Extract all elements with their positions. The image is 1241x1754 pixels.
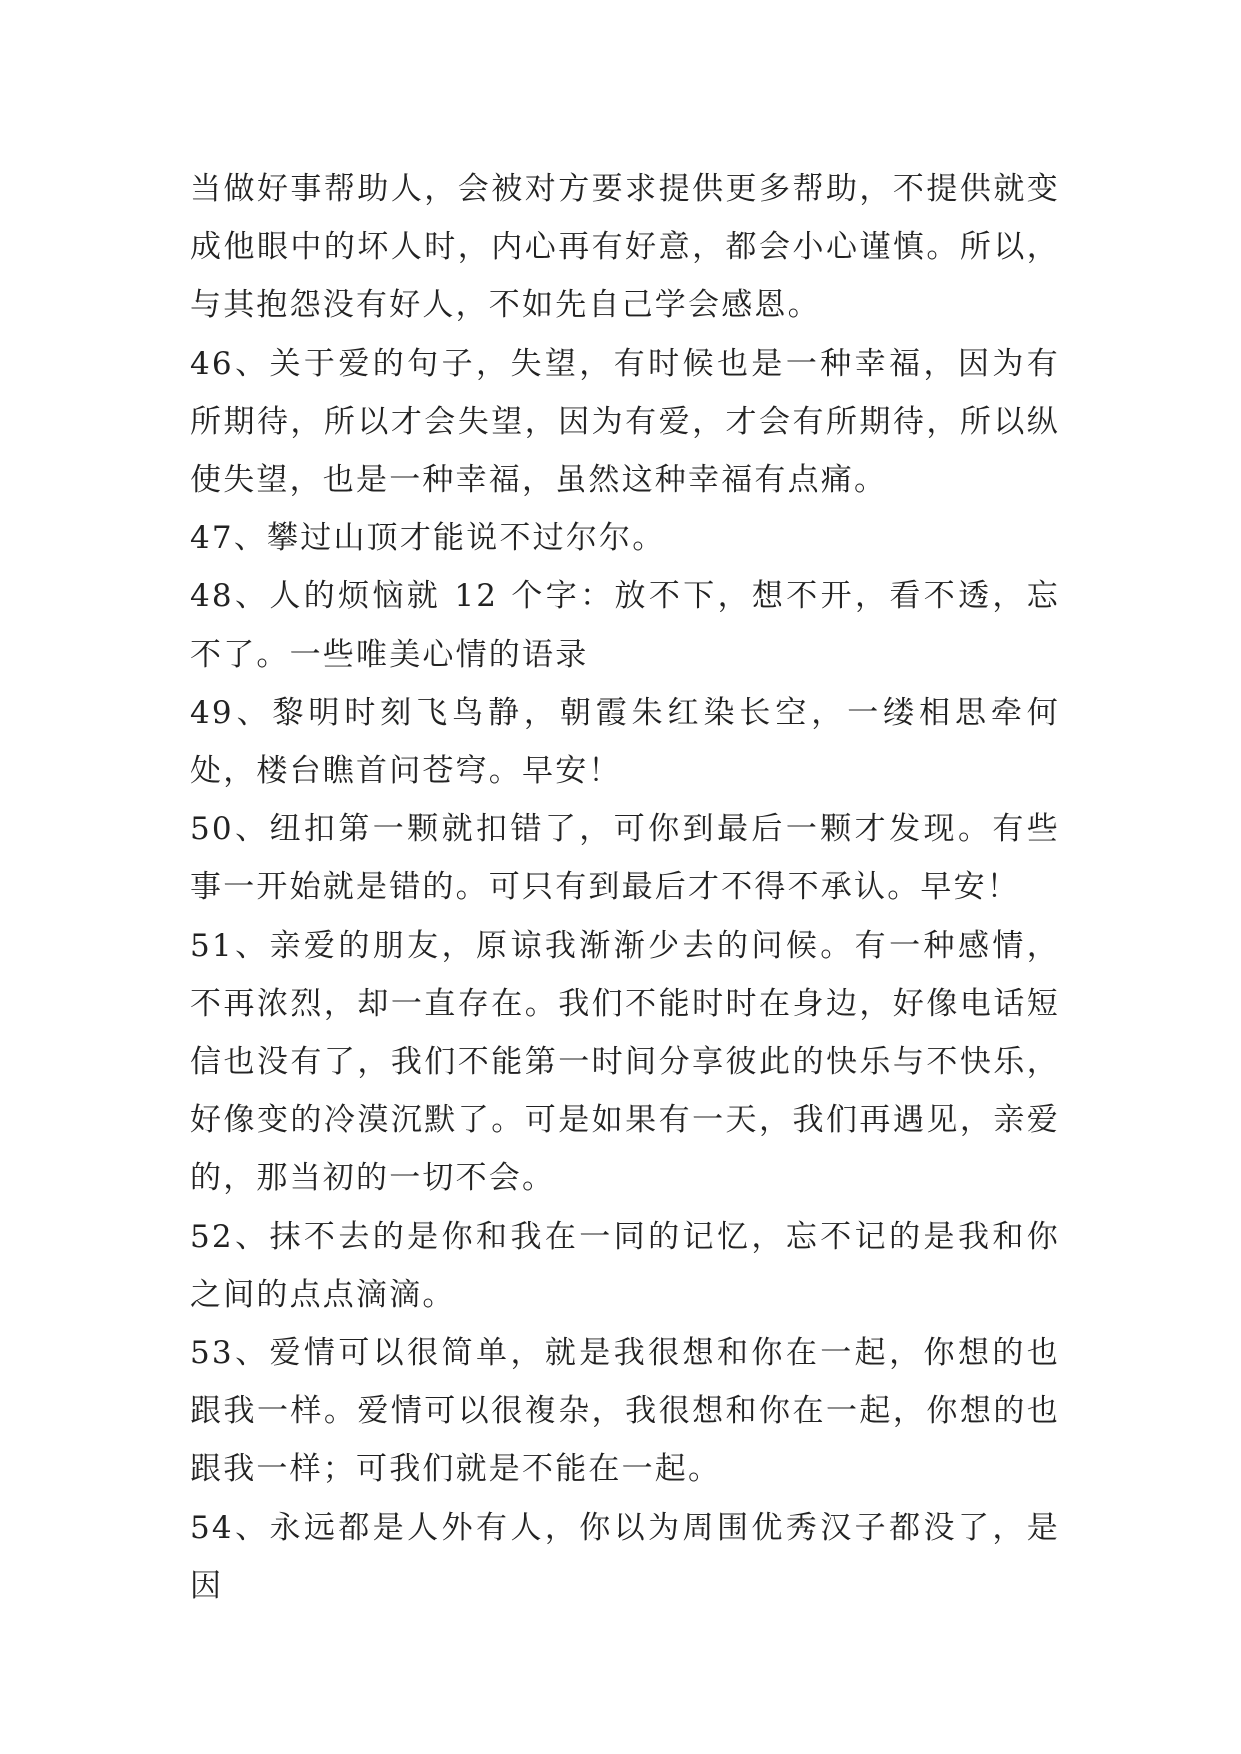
paragraph-48: 48、人的烦恼就 12 个字：放不下，想不开，看不透，忘不了。一些唯美心情的语录 bbox=[190, 578, 1060, 673]
paragraph-50: 50、纽扣第一颗就扣错了，可你到最后一颗才发现。有些事一开始就是错的。可只有到最后才不得不承认。早安！ bbox=[190, 811, 1060, 906]
paragraph-52: 52、抹不去的是你和我在一同的记忆，忘不记的是我和你之间的点点滴滴。 bbox=[190, 1218, 1060, 1313]
paragraph-46: 46、关于爱的句子，失望，有时候也是一种幸福，因为有所期待，所以才会失望，因为有爱，才会有所期待，所以纵使失望，也是一种幸福，虽然这种幸福有点痛。 bbox=[190, 345, 1060, 499]
paragraph-49: 49、黎明时刻飞鸟静，朝霞朱红染长空，一缕相思牵何处，楼台瞧首问苍穹。早安！ bbox=[190, 694, 1060, 790]
paragraph-47: 47、攀过山顶才能说不过尔尔。 bbox=[190, 520, 666, 557]
paragraph-continuation: 当做好事帮助人，会被对方要求提供更多帮助，不提供就变成他眼中的坏人时，内心再有好意，都会小心谨慎。所以，与其抱怨没有好人，不如先自己学会感恩。 bbox=[190, 171, 1060, 324]
paragraph-54: 54、永远都是人外有人，你以为周围优秀汉子都没了，是因 bbox=[190, 1509, 1060, 1604]
paragraph-51: 51、亲爱的朋友，原谅我渐渐少去的问候。有一种感情，不再浓烈，却一直存在。我们不能时时在身边，好像电话短信也没有了，我们不能第一时间分享彼此的快乐与不快乐，好像变的冷漠沉默了。可是如果有一天，我们再遇见，亲爱的，那当初的一切不会。 bbox=[190, 927, 1060, 1197]
document-body bbox=[190, 160, 1060, 1615]
paragraph-53: 53、爱情可以很简单，就是我很想和你在一起，你想的也跟我一样。爱情可以很複杂，我很想和你在一起，你想的也跟我一样；可我们就是不能在一起。 bbox=[190, 1335, 1060, 1488]
